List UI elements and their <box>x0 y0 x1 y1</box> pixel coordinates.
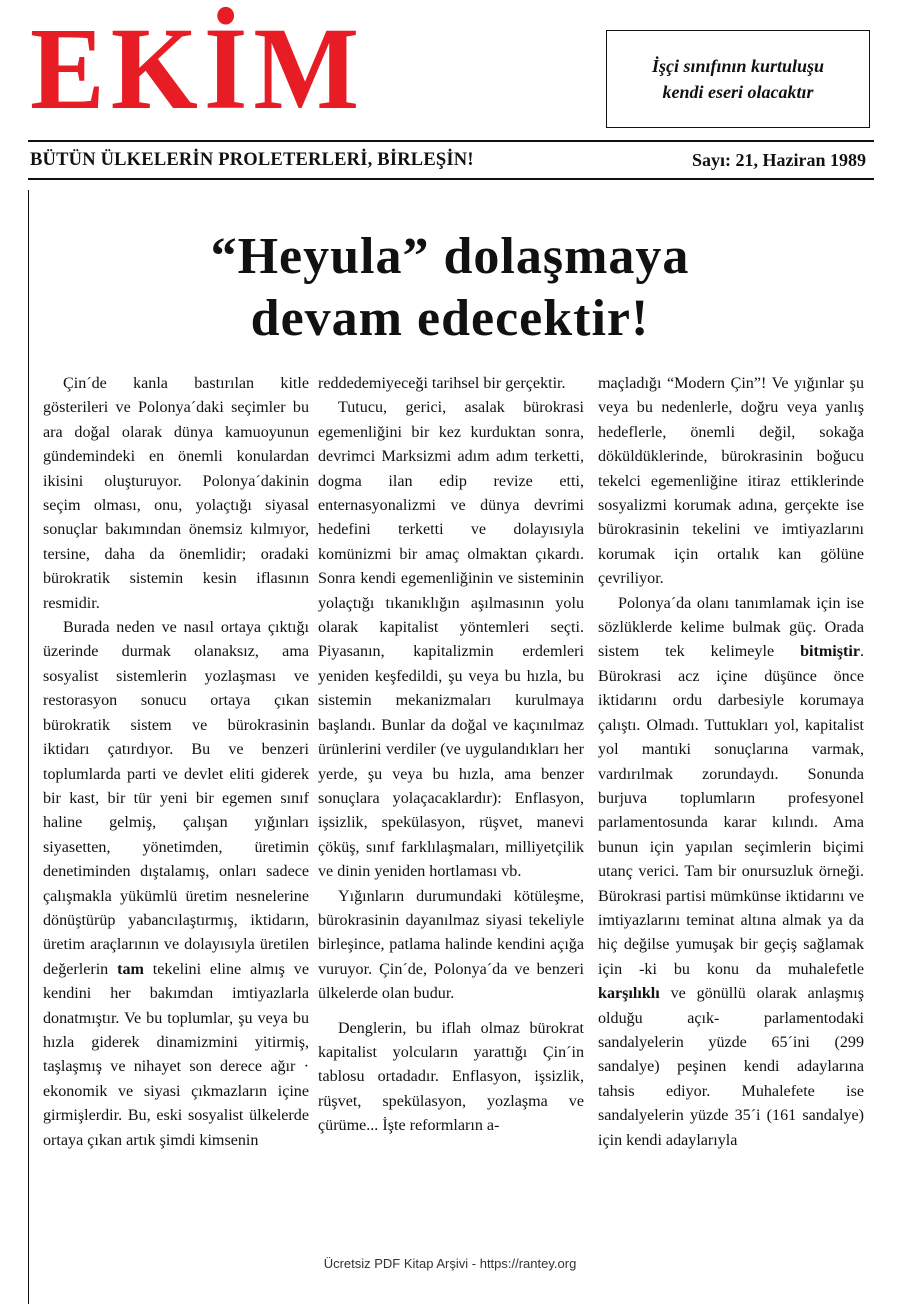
paragraph: Denglerin, bu iflah olmaz bürokrat kapitalist yolcuların yarattığı Çin´in tablosu ortadadır. Enflasyon, işsizlik, rüşvet, spekülasyon, yozlaşma ve çürüme... İşte reformların a- <box>318 1019 584 1135</box>
bold-word: karşılıklı <box>598 985 660 1003</box>
paragraph: Tutucu, gerici, asalak bürokrasi egemenliğini bir kez kurduktan sonra, devrimci Marksizmi adım adım terketti, dogma ilan edip revize etti, enternasyonalizmi ve dünya devrimi hedefini terketti ve dolayısıyla komünizmi bir amaç olmaktan çıkardı. Sonra kendi egemenliğinin ve sisteminin yolaçtığı tıkanıklığın aşılmasının yolu olarak kapitalist yöntemleri seçti. Piyasanın, kapitalizmin erdemleri yeniden keşfedildi, şu veya bu hızla, bu sistemin mekanizmaları kurulmaya başlandı. Bunlar da doğal ve kaçınılmaz ürünlerini verdiler (ve uygulandıkları her yerde, şu veya bu hızla, ama benzer sonuçlara yolaçacaklardır): Enflasyon, işsizlik, spekülasyon, rüşvet, manevi çöküş, sınıf farklılaşmaları, milliyetçilik ve dinin yeniden hortlaması vb. <box>318 399 584 881</box>
paragraph: Yığınların durumundaki kötüleşme, bürokrasinin dayanılmaz siyasi tekeliyle birleşince, patlama halinde kendini açığa vuruyor. Çin´de, Polonya´da ve benzeri ülkelerde olan budur. <box>318 887 584 1003</box>
paragraph: Çin´de kanla bastırılan kitle gösterileri ve Polonya´daki seçimler bu ara doğal olarak dünya kamuoyunun gündemindeki en önemli konulardan ikisini oluşturuyor. Polonya´dakinin seçim olması, onu, yolaçtığı siyasal sonuçlar bakımından önemsiz kılmıyor, tersine, daha da önemlidir; oradaki bürokratik sistemin kesin iflasının resmidir. <box>43 375 309 612</box>
article-column-3 <box>598 372 864 1153</box>
paragraph <box>598 592 864 1153</box>
motto-line-1: İşçi sınıfının kurtuluşu <box>651 56 825 76</box>
newspaper-logo: EKİM <box>30 3 366 135</box>
masthead-bottom-rule <box>28 178 874 180</box>
masthead-top-rule <box>28 140 874 142</box>
paragraph-text: . Bürokrasi acz içine düşünce önce iktidarını ordu darbesiyle korumaya çalıştı. Olmadı. Tuttukları yol, kapitalist yol mantıki sonuçlarına varmak, vardırılmak zorundaydı. Sonunda burjuva toplumların profesyonel parlamentosunda karar kılındı. Ama bunun için yapılan seçimlerin biçimi utanç verici. Tam bir onursuzluk örneği. Bürokrasi partisi mümkünse iktidarını ve imtiyazlarını teminat altına almak ya da hiç değilse yumuşak bir geçiş sağlamak için -ki bu konu da muhalefetle <box>598 643 864 978</box>
slogan: BÜTÜN ÜLKELERİN PROLETERLERİ, BİRLEŞİN! <box>30 150 474 170</box>
paragraph: reddedemiyeceği tarihsel bir gerçektir. <box>318 375 566 392</box>
headline-line-2: devam edecektir! <box>250 290 650 347</box>
article-column-1 <box>43 372 309 1153</box>
paragraph-text: ve gönüllü olarak anlaşmış olduğu açık- parlamentodaki sandalyelerin yüzde 65´ini (299 sandalye) peşinen kendi adaylarına tahsis ediyor. Muhalefete ise sandalyelerin yüzde 35´i (161 sandalye) için kendi adaylarıyla <box>598 985 864 1149</box>
motto-line-2: kendi eseri olacaktır <box>662 82 814 102</box>
headline-line-1: “Heyula” dolaşmaya <box>210 228 690 285</box>
paragraph: maçladığı “Modern Çin”! Ve yığınlar şu veya bu nedenlerle, doğru veya yanlış hedeflerle, önemli değil, sokağa döküldüklerinde, bürokrasinin boğucu tekelci egemenliğine itiraz ettiklerinde sosyalizmi korumak adına, gerçekte ise bürokrasinin tekelini ve imtiyazlarını korumak için ortalık kan gölüne çevriliyor. <box>598 375 864 588</box>
paragraph-text: Polonya´da olanı tanımlamak için ise sözlüklerde kelime bulmak güç. Orada sistem tek kelimeyle <box>598 594 864 661</box>
paragraph-text: Burada neden ve nasıl ortaya çıktığı üzerinde durmak olanaksız, ama sosyalist sistemlerin yozlaşması ve restorasyon sonucu ortaya çıkan bürokratik sistem ve bürokrasinin iktidarı çatırdıyor. Bu ve benzeri toplumlarda parti ve devlet eliti giderek bir kast, bir tür yeni bir egemen sınıf haline gelmiş, çalışan yığınları siyasetten, yönetimden, üretimin denetiminden dıştalamış, onları sadece çalışmakla yükümlü üretim nesnelerine dönüştürüp yabancılaştırmış, iktidarın, üretim araçlarının ve dolayısıyla üretilen değerlerin <box>43 619 309 978</box>
watermark-note: Ücretsiz PDF Kitap Arşivi - https://rantey.org <box>323 1256 577 1271</box>
motto-box <box>606 30 870 128</box>
article-frame-left-rule <box>28 190 29 1304</box>
bold-word: tam <box>117 960 144 978</box>
bold-word: bitmiştir <box>800 643 860 661</box>
headline <box>0 226 900 350</box>
paragraph-text: tekelini eline almış ve kendini her bakımdan imtiyazlarla donatmıştır. Ve bu toplumlar, şu veya bu hızla giderek dinamizmini yitirmiş, taşlaşmış ve nihayet son derece ağır · ekonomik ve siyasi çıkmazların içine girmişlerdir. Bu, eski sosyalist ülkelerde ortaya çıkan artık şimdi kimsenin <box>43 960 309 1149</box>
paragraph <box>43 616 309 1153</box>
issue-info: Sayı: 21, Haziran 1989 <box>692 150 866 170</box>
article-column-2 <box>318 372 584 1139</box>
